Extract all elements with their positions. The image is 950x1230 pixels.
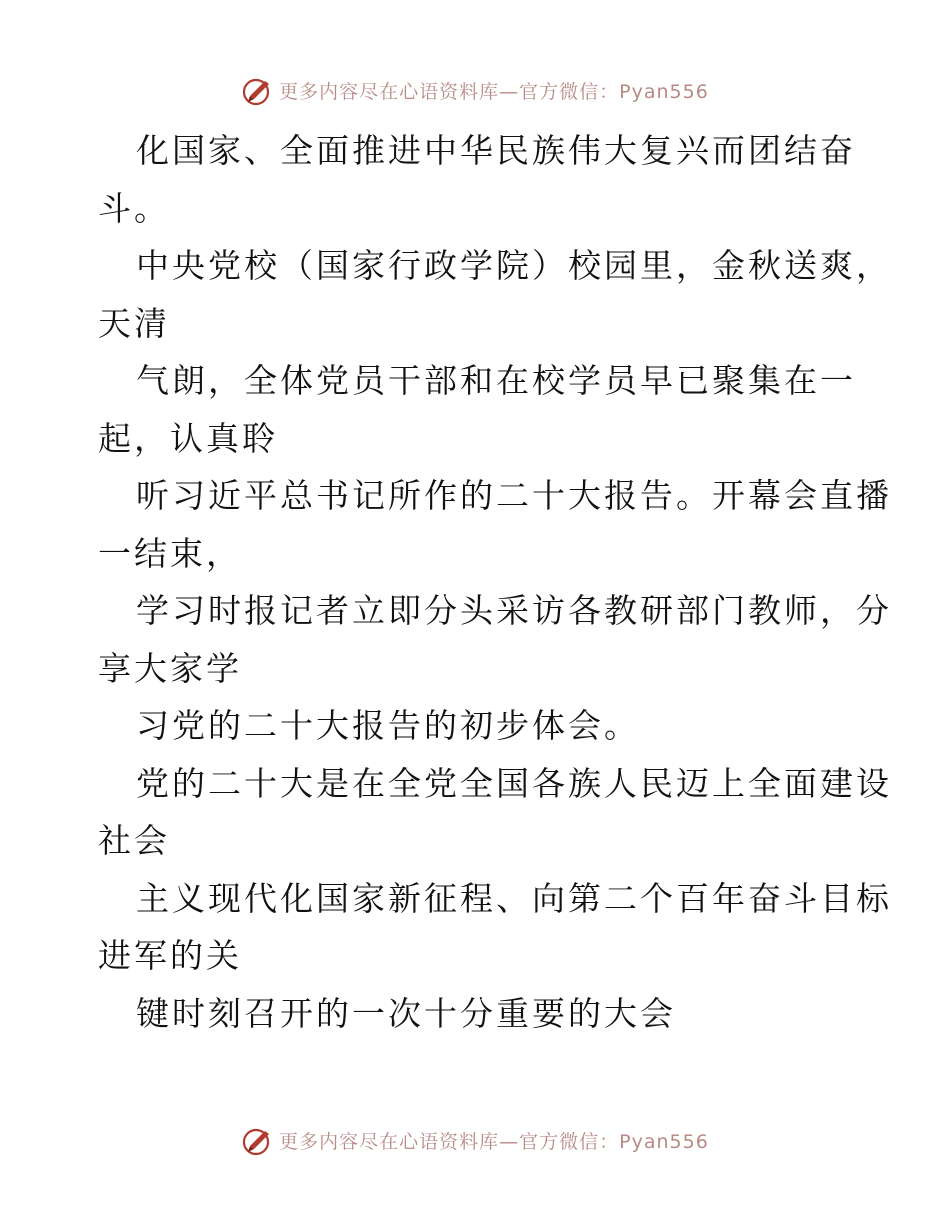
paragraph-line: 听习近平总书记所作的二十大报告。开幕会直播 — [136, 476, 892, 515]
paragraph-line: 天清 — [98, 303, 170, 343]
header-watermark — [0, 70, 950, 110]
pen-circle-logo-icon — [241, 73, 275, 107]
paragraph-line: 享大家学 — [98, 648, 242, 688]
paragraph-line: 主义现代化国家新征程、向第二个百年奋斗目标 — [136, 878, 892, 918]
paragraph-line: 起，认真聆 — [98, 418, 278, 458]
paragraph-line: 化国家、全面推进中华民族伟大复兴而团结奋 — [136, 131, 856, 170]
footer-watermark — [0, 1120, 950, 1160]
paragraph-line: 一结束， — [98, 533, 242, 573]
pen-circle-logo-icon — [241, 1123, 275, 1157]
paragraph-line: 社会 — [98, 821, 170, 860]
paragraph-line: 气朗，全体党员干部和在校学员早已聚集在一 — [136, 361, 856, 400]
paragraph-line: 进军的关 — [98, 936, 242, 975]
document-body — [98, 122, 892, 1042]
paragraph-line: 斗。 — [98, 188, 170, 228]
watermark-text: 更多内容尽在心语资料库—官方微信：Pyan556 — [279, 80, 709, 103]
watermark-text: 更多内容尽在心语资料库—官方微信：Pyan556 — [279, 1130, 709, 1153]
paragraph-line: 中央党校（国家行政学院）校园里，金秋送爽， — [136, 246, 892, 285]
paragraph-line: 党的二十大是在全党全国各族人民迈上全面建设 — [136, 763, 892, 803]
paragraph-line: 习党的二十大报告的初步体会。 — [136, 706, 640, 745]
paragraph-line: 键时刻召开的一次十分重要的大会 — [136, 993, 676, 1033]
paragraph-line: 学习时报记者立即分头采访各教研部门教师，分 — [136, 591, 892, 630]
